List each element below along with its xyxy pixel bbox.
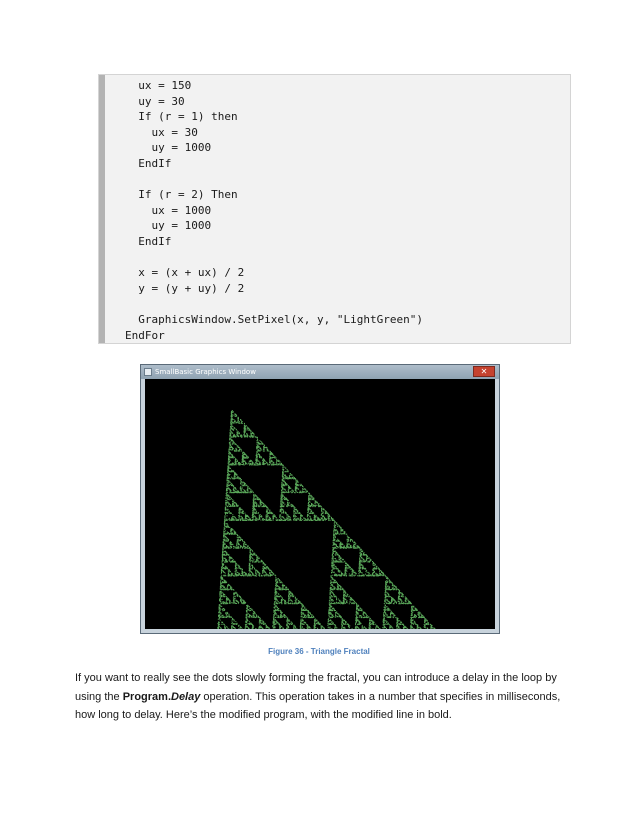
code-line: EndIf	[125, 234, 172, 248]
code-block-margin-bar	[99, 75, 105, 343]
code-line: ux = 150	[125, 79, 192, 92]
window-title: SmallBasic Graphics Window	[155, 368, 256, 376]
code-lines	[125, 78, 423, 343]
code-line: GraphicsWindow.SetPixel(x, y, "LightGreen")	[125, 312, 424, 326]
code-line: ux = 1000	[125, 203, 212, 217]
code-line: EndIf	[125, 156, 172, 170]
code-line: uy = 30	[125, 94, 185, 108]
code-line: EndFor	[125, 328, 165, 342]
code-line: x = (x + ux) / 2	[125, 266, 245, 280]
paragraph-text-intro: If you want to really see the dots slowly forming the fractal, you can introduce a delay in the loop by using the	[75, 672, 557, 703]
fractal-points	[217, 410, 438, 629]
code-line: If (r = 2) Then	[125, 188, 238, 202]
code-block	[98, 74, 571, 344]
code-line	[125, 172, 423, 188]
window-close-icon: ✕	[473, 366, 495, 377]
code-line: uy = 1000	[125, 219, 212, 233]
code-line: ux = 30	[125, 125, 198, 139]
body-paragraph	[75, 669, 575, 725]
window-app-icon	[144, 368, 152, 376]
code-line	[125, 296, 423, 312]
fractal-pixels	[217, 410, 438, 629]
paragraph-italic-delay: Delay	[171, 690, 201, 703]
sierpinski-triangle-fractal	[145, 379, 495, 629]
paragraph-bold-text: Program.	[122, 690, 171, 703]
code-line: If (r = 1) then	[125, 110, 238, 124]
code-line: y = (y + uy) / 2	[125, 281, 245, 295]
paragraph-bold-program	[123, 691, 201, 703]
paragraph-text-rest: operation. This operation takes in a number that specifies in milliseconds, how long to delay. Here’s the modified program, with the modified line in bold.	[75, 690, 561, 721]
window-titlebar	[141, 365, 499, 379]
figure-caption: Figure 36 - Triangle Fractal	[268, 647, 370, 656]
code-line: uy = 1000	[125, 141, 212, 155]
fractal-canvas	[145, 379, 495, 629]
code-line	[125, 250, 423, 266]
graphics-window-screenshot	[140, 364, 500, 634]
